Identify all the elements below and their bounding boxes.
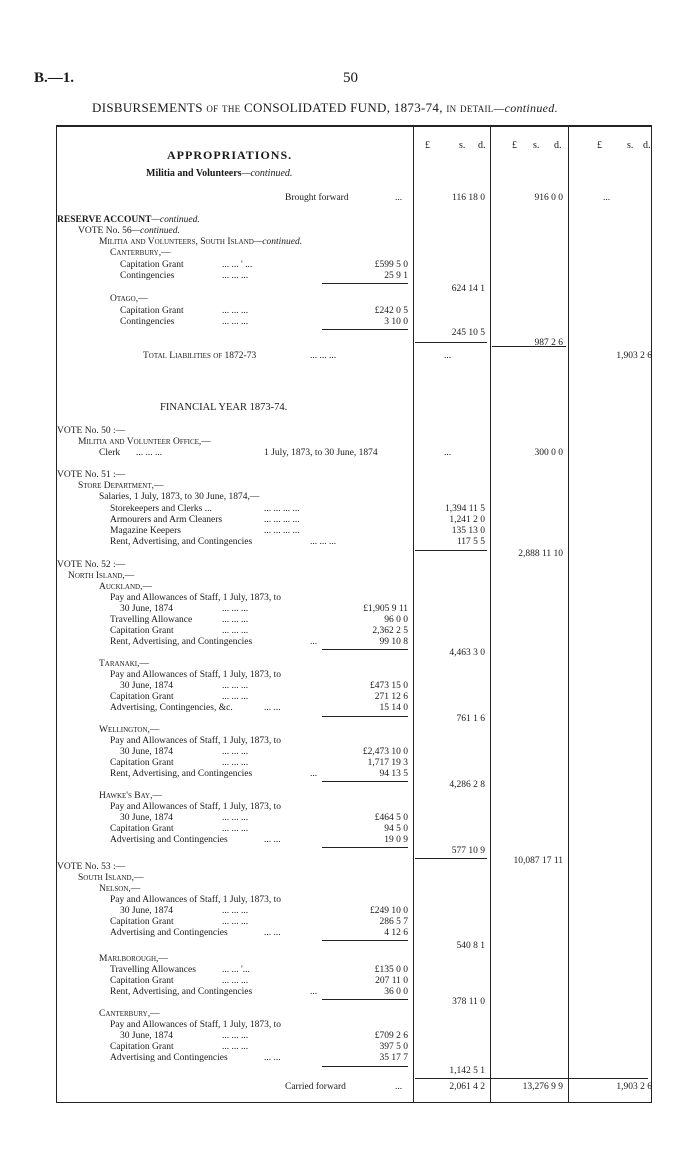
dot-leader: ... ... bbox=[264, 1053, 281, 1063]
auckland-item-label: Rent, Advertising, and Contingencies bbox=[110, 637, 253, 647]
subtotal-rule bbox=[322, 940, 408, 941]
reserve-otago-capitation-label: Capitation Grant bbox=[120, 306, 184, 316]
brought-forward-label: Brought forward bbox=[285, 193, 349, 203]
vote-51-total: 2,888 11 10 bbox=[518, 549, 563, 559]
column-divider bbox=[413, 125, 414, 1102]
vote-52-island: North Island,— bbox=[68, 571, 135, 581]
col2-pence-header: d. bbox=[554, 140, 562, 151]
canterbury-item-amount: 35 17 7 bbox=[379, 1053, 408, 1063]
wellington-pay-line2: 30 June, 1874 bbox=[120, 747, 174, 757]
vote-51-item-amount: 117 5 5 bbox=[456, 537, 485, 547]
hawkes-bay-heading: Hawke's Bay,— bbox=[99, 791, 162, 801]
hawkes-bay-pay-line2: 30 June, 1874 bbox=[120, 813, 174, 823]
wellington-total: 4,286 2 8 bbox=[449, 780, 485, 790]
subtotal-rule bbox=[322, 1066, 408, 1067]
taranaki-pay-line1: Pay and Allowances of Staff, 1 July, 1873, to bbox=[110, 670, 281, 680]
nelson-pay-line2: 30 June, 1874 bbox=[120, 906, 174, 916]
reserve-otago: Otago,— bbox=[110, 294, 148, 304]
financial-year-heading: FINANCIAL YEAR 1873-74. bbox=[160, 402, 288, 413]
subtotal-rule bbox=[492, 346, 566, 347]
column-divider bbox=[490, 125, 491, 1102]
subtotal-rule bbox=[415, 342, 487, 343]
dot-leader: ... ... ... bbox=[222, 626, 249, 636]
reserve-canterbury: Canterbury,— bbox=[110, 248, 171, 258]
vote-50-col2: 300 0 0 bbox=[534, 448, 563, 458]
dot-leader: ... ... ... ... bbox=[264, 526, 300, 536]
hawkes-bay-item-amount: 94 5 0 bbox=[384, 824, 408, 834]
dot-leader: ... ... ... bbox=[222, 976, 249, 986]
marlborough-heading: Marlborough,— bbox=[99, 954, 168, 964]
vote-51-item-amount: 1,394 11 5 bbox=[444, 504, 485, 514]
canterbury-pay-line1: Pay and Allowances of Staff, 1 July, 1873, to bbox=[110, 1020, 281, 1030]
reserve-canterbury-contingencies-label: Contingencies bbox=[120, 271, 175, 281]
canterbury-pay-line2: 30 June, 1874 bbox=[120, 1031, 174, 1041]
subtotal-rule bbox=[322, 716, 408, 717]
col2-pounds-header: £ bbox=[512, 140, 517, 151]
dot-leader: ... ... '... bbox=[222, 965, 250, 975]
brought-forward-col1: 116 18 0 bbox=[452, 193, 485, 203]
wellington-item-amount: 1,717 19 3 bbox=[367, 758, 408, 768]
nelson-heading: Nelson,— bbox=[99, 884, 141, 894]
wellington-pay-amount: £2,473 10 0 bbox=[362, 747, 408, 757]
wellington-item-amount: 94 13 5 bbox=[379, 769, 408, 779]
hawkes-bay-total: 577 10 9 bbox=[451, 846, 485, 856]
vote-50: VOTE No. 50 :— bbox=[57, 426, 126, 436]
nelson-item-label: Capitation Grant bbox=[110, 917, 174, 927]
dot-leader: ... ... ... ... bbox=[264, 504, 300, 514]
dot-leader: ... bbox=[395, 1082, 403, 1092]
nelson-total: 540 8 1 bbox=[456, 941, 485, 951]
auckland-item-label: Capitation Grant bbox=[110, 626, 174, 636]
dot-leader: ... ... ... bbox=[222, 906, 249, 916]
auckland-pay-line1: Pay and Allowances of Staff, 1 July, 1873, to bbox=[110, 593, 281, 603]
vote-51-item-amount: 135 13 0 bbox=[451, 526, 485, 536]
canterbury-total: 1,142 5 1 bbox=[449, 1066, 485, 1076]
dot-leader: ... ... ... bbox=[136, 448, 163, 458]
wellington-heading: Wellington,— bbox=[99, 725, 160, 735]
nelson-pay-line1: Pay and Allowances of Staff, 1 July, 1873, to bbox=[110, 895, 281, 905]
subtotal-rule bbox=[322, 649, 408, 650]
taranaki-item-amount: 271 12 6 bbox=[374, 692, 408, 702]
carried-forward-col2: 13,276 9 9 bbox=[522, 1082, 563, 1092]
dot-leader: ... ... ... bbox=[310, 351, 337, 361]
nelson-item-label: Advertising and Contingencies bbox=[110, 928, 228, 938]
subtotal-rule bbox=[322, 329, 408, 330]
reserve-otago-capitation-amount: £242 0 5 bbox=[374, 306, 408, 316]
canterbury-item-amount: 397 5 0 bbox=[379, 1042, 408, 1052]
subtotal-rule bbox=[415, 858, 487, 859]
nelson-item-amount: 286 5 7 bbox=[379, 917, 408, 927]
dot-leader: ... ... bbox=[264, 928, 281, 938]
wellington-item-label: Capitation Grant bbox=[110, 758, 174, 768]
marlborough-item-amount: 207 11 0 bbox=[375, 976, 408, 986]
vote-51-item-label: Magazine Keepers bbox=[110, 526, 181, 536]
column-divider bbox=[568, 125, 569, 1102]
dot-leader: ... ... ... bbox=[222, 1042, 249, 1052]
vote-51-item-label: Armourers and Arm Cleaners bbox=[110, 515, 223, 525]
auckland-heading: Auckland,— bbox=[99, 582, 152, 592]
total-liabilities-label: Total Liabilities of 1872-73 bbox=[143, 351, 257, 361]
reserve-militia-south: Militia and Volunteers, South Island—continued. bbox=[99, 237, 303, 247]
dot-leader: ... ... ... bbox=[222, 824, 249, 834]
vote-53: VOTE No. 53 :— bbox=[57, 862, 126, 872]
dot-leader: ... ... ... bbox=[222, 747, 249, 757]
subtotal-rule bbox=[415, 550, 487, 551]
page-title: DISBURSEMENTS OF THE CONSOLIDATED FUND, 1873-74, IN DETAIL—continued. bbox=[92, 100, 558, 115]
dot-leader: ... bbox=[395, 193, 403, 203]
vote-53-island: South Island,— bbox=[78, 873, 144, 883]
auckland-item-amount: 96 0 0 bbox=[384, 615, 408, 625]
reserve-canterbury-capitation-amount: £599 5 0 bbox=[374, 260, 408, 270]
nelson-item-amount: 4 12 6 bbox=[384, 928, 408, 938]
marlborough-item-label: Rent, Advertising, and Contingencies bbox=[110, 987, 253, 997]
appropriations-heading: APPROPRIATIONS. bbox=[167, 148, 293, 162]
brought-forward-col2: 916 0 0 bbox=[534, 193, 563, 203]
reserve-canterbury-contingencies-amount: 25 9 1 bbox=[384, 271, 408, 281]
nelson-pay-amount: £249 10 0 bbox=[370, 906, 408, 916]
page-number: 50 bbox=[343, 70, 358, 86]
canterbury-heading: Canterbury,— bbox=[99, 1009, 160, 1019]
auckland-item-amount: 2,362 2 5 bbox=[372, 626, 408, 636]
dot-leader: ... ... ... bbox=[222, 692, 249, 702]
hawkes-bay-pay-line1: Pay and Allowances of Staff, 1 July, 1873, to bbox=[110, 802, 281, 812]
taranaki-pay-amount: £473 15 0 bbox=[370, 681, 408, 691]
dot-leader: ... ... ... bbox=[222, 317, 249, 327]
marlborough-total: 378 11 0 bbox=[452, 997, 485, 1007]
dot-leader: ... ... ... bbox=[222, 758, 249, 768]
carried-forward-label: Carried forward bbox=[285, 1082, 346, 1092]
vote-50-period: 1 July, 1873, to 30 June, 1874 bbox=[264, 448, 378, 458]
col2-shillings-header: s. bbox=[533, 140, 540, 151]
militia-heading: Militia and Volunteers—continued. bbox=[146, 168, 293, 179]
hawkes-bay-item-label: Advertising and Contingencies bbox=[110, 835, 228, 845]
reserve-canterbury-capitation-label: Capitation Grant bbox=[120, 260, 184, 270]
dot-leader: ... ... ... bbox=[222, 681, 249, 691]
subtotal-rule bbox=[322, 999, 408, 1000]
vote-50-col1: ... bbox=[444, 448, 452, 458]
vote-51: VOTE No. 51 :— bbox=[57, 470, 126, 480]
hawkes-bay-pay-amount: £464 5 0 bbox=[374, 813, 408, 823]
vote-51-item-label: Storekeepers and Clerks ... bbox=[110, 504, 212, 514]
marlborough-item-amount: £135 0 0 bbox=[374, 965, 408, 975]
wellington-item-label: Rent, Advertising, and Contingencies bbox=[110, 769, 253, 779]
carried-forward-rule bbox=[415, 1078, 648, 1079]
marlborough-item-amount: 36 0 0 bbox=[384, 987, 408, 997]
wellington-pay-line1: Pay and Allowances of Staff, 1 July, 1873, to bbox=[110, 736, 281, 746]
col3-pounds-header: £ bbox=[597, 140, 602, 151]
dot-leader: ... ... bbox=[264, 703, 281, 713]
auckland-item-amount: 99 10 8 bbox=[379, 637, 408, 647]
col3-pence-header: d. bbox=[643, 140, 651, 151]
subtotal-rule bbox=[322, 847, 408, 848]
dot-leader: ... ... ... ... bbox=[264, 515, 300, 525]
subtotal-rule bbox=[322, 283, 408, 284]
page-code: B.—1. bbox=[34, 70, 75, 86]
subtotal-rule bbox=[322, 781, 408, 782]
vote-52-total: 10,087 17 11 bbox=[513, 856, 563, 866]
reserve-heading: RESERVE ACCOUNT—continued. bbox=[57, 215, 200, 225]
marlborough-item-label: Travelling Allowances bbox=[110, 965, 196, 975]
vote-50-clerk: Clerk bbox=[99, 448, 121, 458]
dot-leader: ... ... ... bbox=[222, 1031, 249, 1041]
col1-pounds-header: £ bbox=[425, 140, 430, 151]
canterbury-item-label: Advertising and Contingencies bbox=[110, 1053, 228, 1063]
taranaki-total: 761 1 6 bbox=[456, 714, 485, 724]
auckland-total: 4,463 3 0 bbox=[449, 648, 485, 658]
taranaki-heading: Taranaki,— bbox=[99, 659, 149, 669]
canterbury-item-label: Capitation Grant bbox=[110, 1042, 174, 1052]
vote-51-item-label: Rent, Advertising, and Contingencies bbox=[110, 537, 253, 547]
carried-forward-col3: 1,903 2 6 bbox=[616, 1082, 652, 1092]
col1-pence-header: d. bbox=[478, 140, 486, 151]
hawkes-bay-item-amount: 19 0 9 bbox=[384, 835, 408, 845]
vote-51-dept: Store Department,— bbox=[78, 481, 164, 491]
brought-forward-col3: ... bbox=[603, 193, 611, 203]
canterbury-pay-amount: £709 2 6 bbox=[374, 1031, 408, 1041]
marlborough-item-label: Capitation Grant bbox=[110, 976, 174, 986]
reserve-otago-contingencies-amount: 3 10 0 bbox=[384, 317, 408, 327]
taranaki-item-amount: 15 14 0 bbox=[379, 703, 408, 713]
auckland-pay-amount: £1,905 9 11 bbox=[363, 604, 408, 614]
dot-leader: ... ... ... bbox=[222, 604, 249, 614]
taranaki-item-label: Advertising, Contingencies, &c. bbox=[110, 703, 233, 713]
auckland-pay-line2: 30 June, 1874 bbox=[120, 604, 174, 614]
dot-leader: ... ... ... bbox=[222, 271, 249, 281]
reserve-total: 987 2 6 bbox=[534, 338, 563, 348]
hawkes-bay-item-label: Capitation Grant bbox=[110, 824, 174, 834]
dot-leader: ... ... bbox=[264, 835, 281, 845]
reserve-otago-contingencies-label: Contingencies bbox=[120, 317, 175, 327]
total-liabilities-col1: ... bbox=[444, 351, 452, 361]
col3-shillings-header: s. bbox=[627, 140, 634, 151]
dot-leader: ... ... ... bbox=[222, 813, 249, 823]
dot-leader: ... ... ... bbox=[222, 306, 249, 316]
total-liabilities-col3: 1,903 2 6 bbox=[616, 351, 652, 361]
carried-forward-col1: 2,061 4 2 bbox=[449, 1082, 485, 1092]
reserve-vote: VOTE No. 56—continued. bbox=[78, 226, 180, 236]
col1-shillings-header: s. bbox=[459, 140, 466, 151]
vote-51-item-amount: 1,241 2 0 bbox=[449, 515, 485, 525]
taranaki-item-label: Capitation Grant bbox=[110, 692, 174, 702]
reserve-otago-total: 245 10 5 bbox=[451, 328, 485, 338]
dot-leader: ... ... ' ... bbox=[222, 260, 253, 270]
dot-leader: ... ... ... bbox=[222, 615, 249, 625]
vote-50-office: Militia and Volunteer Office,— bbox=[78, 437, 211, 447]
auckland-item-label: Travelling Allowance bbox=[110, 615, 193, 625]
vote-51-salaries: Salaries, 1 July, 1873, to 30 June, 1874,— bbox=[99, 492, 260, 502]
dot-leader: ... bbox=[310, 769, 318, 779]
dot-leader: ... ... ... bbox=[222, 917, 249, 927]
vote-52: VOTE No. 52 :— bbox=[57, 560, 126, 570]
reserve-canterbury-total: 624 14 1 bbox=[451, 284, 485, 294]
dot-leader: ... ... ... bbox=[310, 537, 337, 547]
dot-leader: ... bbox=[310, 637, 318, 647]
dot-leader: ... bbox=[310, 987, 318, 997]
taranaki-pay-line2: 30 June, 1874 bbox=[120, 681, 174, 691]
